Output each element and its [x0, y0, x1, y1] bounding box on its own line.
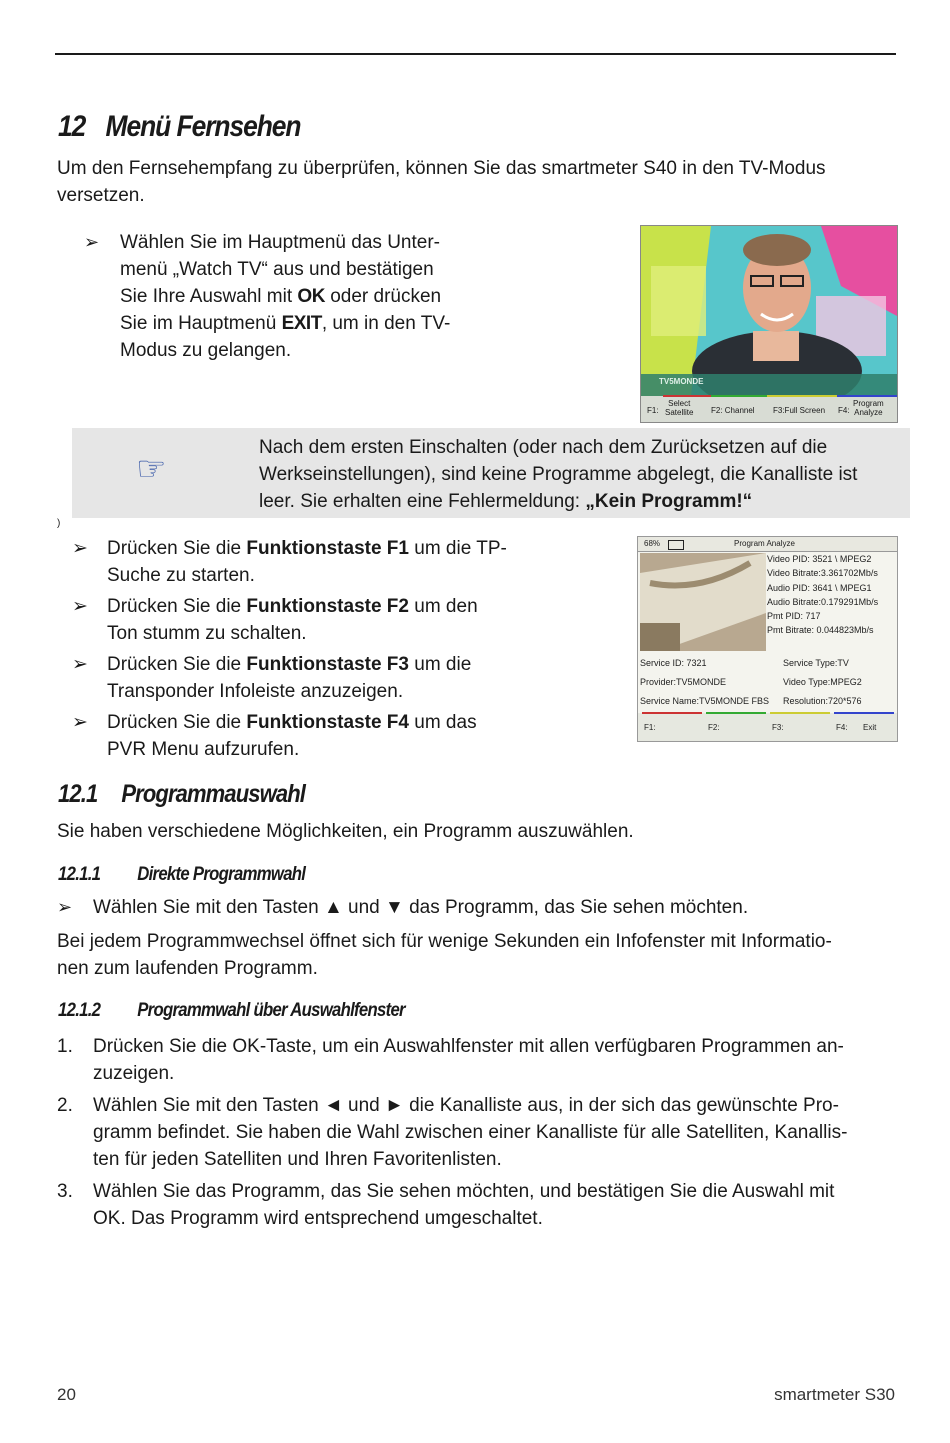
text-line: Nach dem ersten Einschalten (oder nach dem Zurücksetzen auf die	[259, 437, 828, 458]
bullet-arrow-icon: ➢	[72, 538, 88, 559]
info-row: Resolution:720*576	[783, 696, 862, 706]
text-line: ten für jeden Satelliten und Ihren Favoritenlisten.	[93, 1149, 502, 1170]
bullet-arrow-icon: ➢	[84, 232, 100, 252]
section-title: Programmwahl über Auswahlfenster	[137, 1000, 405, 1021]
f2-function-key: Funktionstaste F2	[246, 596, 409, 617]
f3-key: F3:Full Screen	[773, 406, 826, 415]
page-number: 20	[57, 1385, 76, 1404]
text-line: menü „Watch TV“ aus und bestätigen	[120, 259, 434, 280]
section-number: 12.1.2	[58, 1000, 101, 1021]
channel-logo: TV5MONDE	[659, 377, 704, 386]
info-row: Service ID: 7321	[640, 658, 707, 668]
info-window-paragraph	[57, 928, 899, 982]
section-number: 12.1.1	[58, 864, 101, 885]
section-title: Direkte Programmwahl	[137, 864, 306, 885]
ok-key: OK	[297, 286, 325, 307]
stray-mark: )	[57, 518, 61, 529]
info-row: Video Type:MPEG2	[783, 677, 862, 687]
text-line: leer. Sie erhalten eine Fehlermeldung: „Kein Programm!“	[259, 491, 753, 512]
f1-function-key: Funktionstaste F1	[246, 538, 409, 559]
section-number: 12.1	[58, 780, 98, 808]
f1-label: Select Satellite	[665, 399, 694, 417]
text-line: gramm befindet. Sie haben die Wahl zwischen einer Kanalliste für alle Satelliten, Kanallis-	[93, 1122, 848, 1143]
function-key-list	[72, 535, 552, 763]
pointing-hand-icon: ☞	[136, 450, 167, 488]
info-row: Audio PID: 3641 \ MPEG1	[767, 582, 872, 593]
direct-selection-bullet: Wählen Sie mit den Tasten ▲ und ▼ das Programm, das Sie sehen möchten.	[93, 897, 749, 918]
list-item: ➢ Drücken Sie die Funktionstaste F4 um das PVR Menu aufzurufen.	[72, 709, 552, 763]
tv-screenshot	[640, 225, 898, 423]
text-line: Modus zu gelangen.	[120, 340, 292, 361]
error-message: „Kein Programm!“	[585, 491, 753, 512]
info-row: Provider:TV5MONDE	[640, 677, 727, 687]
f4-function-key: Funktionstaste F4	[246, 712, 409, 733]
text-line: Werkseinstellungen), sind keine Programme abgelegt, die Kanalliste ist	[259, 464, 858, 485]
text-line: nen zum laufenden Programm.	[57, 958, 318, 979]
text-line: Sie im Hauptmenü EXIT, um in den TV-	[120, 313, 451, 334]
f1-key: F1:	[644, 723, 656, 732]
info-row: Audio Bitrate:0.179291Mb/s	[767, 596, 879, 607]
step-number: 2.	[57, 1095, 73, 1116]
text-line: Sie Ihre Auswahl mit OK oder drücken	[120, 286, 442, 307]
section-heading-12-1-1	[58, 864, 305, 886]
bullet-arrow-icon: ➢	[72, 712, 88, 733]
section-heading-12-1-2	[58, 1000, 405, 1022]
program-analyze-screenshot	[637, 536, 898, 742]
analyze-title: Program Analyze	[734, 539, 795, 548]
chapter-number: 12	[58, 110, 86, 143]
section-12-1-text: Sie haben verschiedene Möglichkeiten, ein Programm auszuwählen.	[57, 821, 634, 842]
list-item: ➢ Drücken Sie die Funktionstaste F1 um die TP- Suche zu starten.	[72, 535, 552, 589]
bullet-arrow-icon: ➢	[72, 654, 88, 675]
text-line: Drücken Sie die OK-Taste, um ein Auswahlfenster mit allen verfügbaren Programmen an-	[93, 1036, 844, 1057]
exit-key: Exit	[863, 723, 877, 732]
chapter-title: Menü Fernsehen	[105, 110, 301, 143]
blue-key-stripe	[834, 712, 894, 714]
chapter-heading	[58, 110, 301, 144]
f3-key: F3:	[772, 723, 784, 732]
f3-function-key: Funktionstaste F3	[246, 654, 409, 675]
info-row: Service Type:TV	[783, 658, 849, 668]
text-line: Wählen Sie mit den Tasten ◄ und ► die Kanalliste aus, in der sich das gewünschte Pro-	[93, 1095, 839, 1116]
bullet-arrow-icon: ➢	[72, 596, 88, 617]
section-heading-12-1	[58, 780, 305, 809]
product-name: smartmeter S30	[774, 1385, 895, 1404]
video-preview-image	[640, 553, 766, 651]
text-line: OK. Das Programm wird entsprechend umgeschaltet.	[93, 1208, 543, 1229]
f1-key: F1:	[647, 406, 659, 415]
list-item: ➢ Drücken Sie die Funktionstaste F2 um den Ton stumm zu schalten.	[72, 593, 552, 647]
yellow-key-stripe	[770, 712, 830, 714]
f4-key: F4:	[838, 406, 850, 415]
f4-key: F4:	[836, 723, 848, 732]
info-row: Pmt Bitrate: 0.044823Mb/s	[767, 625, 874, 636]
exit-key: EXIT	[281, 313, 322, 334]
section-title: Programmauswahl	[121, 780, 306, 808]
tv-screenshot-image	[641, 226, 897, 422]
red-key-stripe	[642, 712, 702, 714]
intro-paragraph: Um den Fernsehempfang zu überprüfen, können Sie das smartmeter S40 in den TV-Modus versetzen.	[57, 158, 826, 206]
signal-icon	[668, 540, 684, 550]
list-item	[57, 1178, 899, 1232]
text-line: Wählen Sie im Hauptmenü das Unter-	[120, 232, 440, 253]
numbered-steps	[57, 1033, 899, 1232]
info-row: Video PID: 3521 \ MPEG2	[767, 554, 872, 564]
watch-tv-instruction	[120, 229, 540, 364]
percent-readout: 68%	[644, 539, 661, 548]
f2-key: F2: Channel	[711, 406, 755, 415]
f4-label: Program Analyze	[853, 399, 884, 417]
bullet-arrow-icon: ➢	[57, 897, 73, 917]
green-key-stripe	[706, 712, 766, 714]
stream-info	[767, 552, 878, 638]
list-item	[57, 1092, 899, 1173]
info-row: Pmt PID: 717	[767, 611, 821, 622]
header-rule	[55, 53, 896, 55]
analyze-key-bar	[638, 713, 897, 741]
text-line: zuzeigen.	[93, 1063, 175, 1084]
info-row: Video Bitrate:3.361702Mb/s	[767, 568, 878, 579]
f2-key: F2:	[708, 723, 720, 732]
step-number: 3.	[57, 1181, 73, 1202]
text-line: Wählen Sie das Programm, das Sie sehen möchten, und bestätigen Sie die Auswahl mit	[93, 1181, 835, 1202]
step-number: 1.	[57, 1036, 73, 1057]
text-line: Bei jedem Programmwechsel öffnet sich für wenige Sekunden ein Infofenster mit Informatio-	[57, 931, 832, 952]
list-item	[57, 1033, 899, 1087]
list-item: ➢ Drücken Sie die Funktionstaste F3 um die Transponder Infoleiste anzuzeigen.	[72, 651, 552, 705]
service-info-right	[783, 654, 862, 711]
service-info-left	[640, 654, 769, 711]
note-text	[259, 434, 909, 515]
info-row: Service Name:TV5MONDE FBS	[640, 696, 770, 706]
